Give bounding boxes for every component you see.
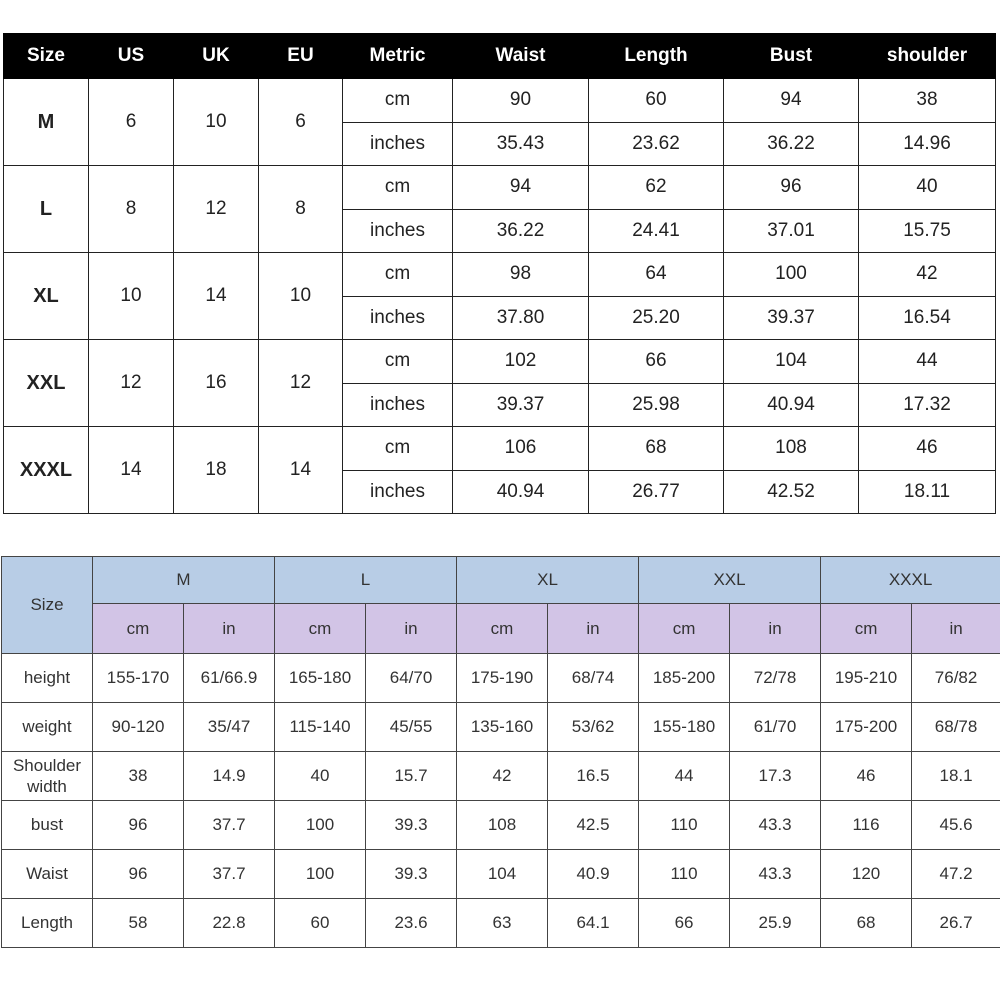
- table2-size-header-row: [2, 557, 1000, 604]
- measurement-value: 23.6: [366, 899, 457, 948]
- waist-cm-cell: 98: [453, 253, 589, 297]
- size-cell: XXXL: [4, 427, 89, 514]
- length-inches-cell: 26.77: [589, 470, 724, 514]
- header-metric: Metric: [343, 34, 453, 79]
- table-row: [2, 703, 1000, 752]
- measurement-value: 68/78: [912, 703, 1000, 752]
- unit-header: cm: [639, 604, 730, 654]
- uk-cell: 12: [174, 166, 259, 253]
- uk-cell: 18: [174, 427, 259, 514]
- measurement-value: 38: [93, 752, 184, 801]
- size-cell: M: [4, 79, 89, 166]
- metric-inches-cell: inches: [343, 383, 453, 427]
- shoulder-cm-cell: 38: [859, 79, 996, 123]
- metric-inches-cell: inches: [343, 209, 453, 253]
- shoulder-inches-cell: 18.11: [859, 470, 996, 514]
- header-waist: Waist: [453, 34, 589, 79]
- header-uk: UK: [174, 34, 259, 79]
- unit-header: in: [548, 604, 639, 654]
- measurement-value: 40: [275, 752, 366, 801]
- eu-cell: 14: [259, 427, 343, 514]
- measurement-value: 37.7: [184, 801, 275, 850]
- metric-cm-cell: cm: [343, 340, 453, 384]
- unit-header: in: [366, 604, 457, 654]
- unit-header: in: [730, 604, 821, 654]
- size-group-header: XXL: [639, 557, 821, 604]
- measurement-value: 135-160: [457, 703, 548, 752]
- waist-inches-cell: 35.43: [453, 122, 589, 166]
- measurement-value: 26.7: [912, 899, 1000, 948]
- measurement-value: 35/47: [184, 703, 275, 752]
- measurement-value: 18.1: [912, 752, 1000, 801]
- measurement-value: 175-200: [821, 703, 912, 752]
- measurement-value: 40.9: [548, 850, 639, 899]
- measurement-value: 22.8: [184, 899, 275, 948]
- size-group-header: XXXL: [821, 557, 1000, 604]
- unit-header: cm: [275, 604, 366, 654]
- table2-corner-size-label: Size: [2, 557, 93, 654]
- metric-inches-cell: inches: [343, 296, 453, 340]
- measurement-value: 37.7: [184, 850, 275, 899]
- bust-cm-cell: 108: [724, 427, 859, 471]
- table-row: [2, 850, 1000, 899]
- metric-inches-cell: inches: [343, 122, 453, 166]
- waist-cm-cell: 94: [453, 166, 589, 210]
- size-group-header: L: [275, 557, 457, 604]
- waist-cm-cell: 106: [453, 427, 589, 471]
- size-group-header: M: [93, 557, 275, 604]
- table-row: [2, 752, 1000, 801]
- uk-cell: 10: [174, 79, 259, 166]
- header-bust: Bust: [724, 34, 859, 79]
- eu-cell: 8: [259, 166, 343, 253]
- measurement-value: 96: [93, 850, 184, 899]
- header-length: Length: [589, 34, 724, 79]
- measurement-value: 100: [275, 801, 366, 850]
- measurement-value: 90-120: [93, 703, 184, 752]
- size-cell: L: [4, 166, 89, 253]
- measurement-value: 104: [457, 850, 548, 899]
- length-inches-cell: 24.41: [589, 209, 724, 253]
- shoulder-cm-cell: 46: [859, 427, 996, 471]
- metric-cm-cell: cm: [343, 427, 453, 471]
- measurement-value: 110: [639, 801, 730, 850]
- eu-cell: 12: [259, 340, 343, 427]
- size-cell: XXL: [4, 340, 89, 427]
- waist-cm-cell: 102: [453, 340, 589, 384]
- metric-inches-cell: inches: [343, 470, 453, 514]
- unit-header: in: [184, 604, 275, 654]
- measurement-value: 115-140: [275, 703, 366, 752]
- bust-inches-cell: 40.94: [724, 383, 859, 427]
- length-inches-cell: 23.62: [589, 122, 724, 166]
- measurement-label: weight: [2, 703, 93, 752]
- shoulder-cm-cell: 40: [859, 166, 996, 210]
- header-size: Size: [4, 34, 89, 79]
- bust-cm-cell: 104: [724, 340, 859, 384]
- measurement-value: 14.9: [184, 752, 275, 801]
- waist-inches-cell: 37.80: [453, 296, 589, 340]
- uk-cell: 14: [174, 253, 259, 340]
- bust-inches-cell: 36.22: [724, 122, 859, 166]
- waist-inches-cell: 40.94: [453, 470, 589, 514]
- measurement-value: 16.5: [548, 752, 639, 801]
- us-cell: 8: [89, 166, 174, 253]
- measurement-value: 25.9: [730, 899, 821, 948]
- table-row: [2, 801, 1000, 850]
- eu-cell: 6: [259, 79, 343, 166]
- length-inches-cell: 25.98: [589, 383, 724, 427]
- length-cm-cell: 64: [589, 253, 724, 297]
- measurement-value: 42: [457, 752, 548, 801]
- uk-cell: 16: [174, 340, 259, 427]
- measurement-value: 155-170: [93, 654, 184, 703]
- measurement-value: 46: [821, 752, 912, 801]
- measurement-value: 44: [639, 752, 730, 801]
- measurement-value: 39.3: [366, 801, 457, 850]
- measurement-value: 175-190: [457, 654, 548, 703]
- unit-header: cm: [821, 604, 912, 654]
- measurement-value: 66: [639, 899, 730, 948]
- shoulder-inches-cell: 16.54: [859, 296, 996, 340]
- measurement-value: 58: [93, 899, 184, 948]
- waist-cm-cell: 90: [453, 79, 589, 123]
- waist-inches-cell: 39.37: [453, 383, 589, 427]
- measurement-value: 120: [821, 850, 912, 899]
- measurement-value: 108: [457, 801, 548, 850]
- unit-header: in: [912, 604, 1000, 654]
- shoulder-inches-cell: 15.75: [859, 209, 996, 253]
- shoulder-inches-cell: 14.96: [859, 122, 996, 166]
- metric-cm-cell: cm: [343, 253, 453, 297]
- measurement-value: 68: [821, 899, 912, 948]
- length-cm-cell: 68: [589, 427, 724, 471]
- header-shoulder: shoulder: [859, 34, 996, 79]
- table-row: [4, 253, 996, 297]
- measurement-value: 155-180: [639, 703, 730, 752]
- measurement-value: 116: [821, 801, 912, 850]
- measurement-value: 68/74: [548, 654, 639, 703]
- length-cm-cell: 66: [589, 340, 724, 384]
- measurement-value: 110: [639, 850, 730, 899]
- measurement-value: 185-200: [639, 654, 730, 703]
- table-row: [2, 899, 1000, 948]
- table-row: [2, 654, 1000, 703]
- unit-header: cm: [93, 604, 184, 654]
- length-cm-cell: 62: [589, 166, 724, 210]
- waist-inches-cell: 36.22: [453, 209, 589, 253]
- measurement-label: Waist: [2, 850, 93, 899]
- bust-inches-cell: 42.52: [724, 470, 859, 514]
- measurement-value: 43.3: [730, 850, 821, 899]
- measurement-value: 15.7: [366, 752, 457, 801]
- table-row: [4, 79, 996, 123]
- table-row: [4, 340, 996, 384]
- measurement-value: 64.1: [548, 899, 639, 948]
- measurement-value: 76/82: [912, 654, 1000, 703]
- measurement-value: 53/62: [548, 703, 639, 752]
- size-cell: XL: [4, 253, 89, 340]
- metric-cm-cell: cm: [343, 79, 453, 123]
- shoulder-inches-cell: 17.32: [859, 383, 996, 427]
- bust-cm-cell: 94: [724, 79, 859, 123]
- measurement-value: 42.5: [548, 801, 639, 850]
- length-inches-cell: 25.20: [589, 296, 724, 340]
- length-cm-cell: 60: [589, 79, 724, 123]
- us-cell: 6: [89, 79, 174, 166]
- size-chart-table-1: [3, 33, 996, 514]
- measurement-value: 63: [457, 899, 548, 948]
- size-chart-table-2: [1, 556, 1000, 948]
- measurement-value: 45/55: [366, 703, 457, 752]
- measurement-value: 195-210: [821, 654, 912, 703]
- bust-cm-cell: 96: [724, 166, 859, 210]
- measurement-value: 60: [275, 899, 366, 948]
- measurement-value: 72/78: [730, 654, 821, 703]
- size-group-header: XL: [457, 557, 639, 604]
- header-eu: EU: [259, 34, 343, 79]
- eu-cell: 10: [259, 253, 343, 340]
- measurement-value: 61/70: [730, 703, 821, 752]
- bust-cm-cell: 100: [724, 253, 859, 297]
- shoulder-cm-cell: 44: [859, 340, 996, 384]
- measurement-value: 64/70: [366, 654, 457, 703]
- measurement-value: 39.3: [366, 850, 457, 899]
- metric-cm-cell: cm: [343, 166, 453, 210]
- measurement-label: bust: [2, 801, 93, 850]
- table2-unit-header-row: [2, 604, 1000, 654]
- table-row: [4, 166, 996, 210]
- table1-header-row: [4, 34, 996, 79]
- us-cell: 12: [89, 340, 174, 427]
- measurement-value: 43.3: [730, 801, 821, 850]
- measurement-label: height: [2, 654, 93, 703]
- measurement-value: 17.3: [730, 752, 821, 801]
- measurement-value: 45.6: [912, 801, 1000, 850]
- measurement-label: Shoulder width: [2, 752, 93, 801]
- us-cell: 10: [89, 253, 174, 340]
- bust-inches-cell: 39.37: [724, 296, 859, 340]
- measurement-value: 100: [275, 850, 366, 899]
- bust-inches-cell: 37.01: [724, 209, 859, 253]
- shoulder-cm-cell: 42: [859, 253, 996, 297]
- table-row: [4, 427, 996, 471]
- measurement-label: Length: [2, 899, 93, 948]
- header-us: US: [89, 34, 174, 79]
- unit-header: cm: [457, 604, 548, 654]
- measurement-value: 96: [93, 801, 184, 850]
- measurement-value: 61/66.9: [184, 654, 275, 703]
- measurement-value: 165-180: [275, 654, 366, 703]
- us-cell: 14: [89, 427, 174, 514]
- measurement-value: 47.2: [912, 850, 1000, 899]
